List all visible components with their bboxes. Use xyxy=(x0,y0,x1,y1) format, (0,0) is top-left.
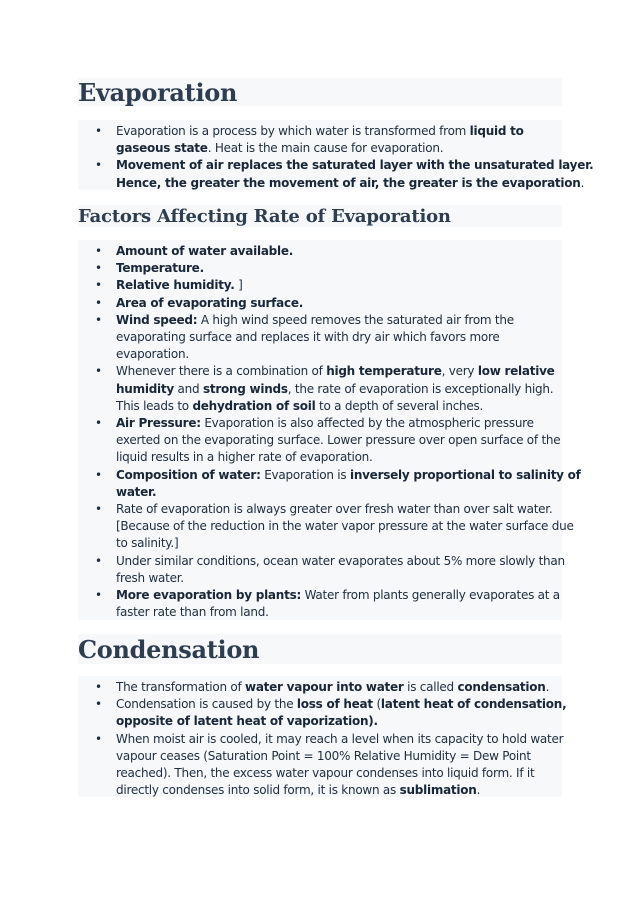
bullet-item xyxy=(95,696,565,730)
bullet-item xyxy=(95,415,565,467)
text-run: [Because of the reduction in the water vapor pressure at the water surface due xyxy=(116,519,574,534)
text-run: to salinity.] xyxy=(116,536,179,551)
text-line xyxy=(116,329,565,346)
text-line xyxy=(116,157,594,174)
text-run: Evaporation is a process by which water is transformed from xyxy=(116,124,470,138)
text-line xyxy=(116,363,565,380)
bullet-item xyxy=(95,295,565,312)
text-run: evaporation. xyxy=(116,347,189,362)
text-line xyxy=(116,484,565,501)
bold-text: inversely proportional to salinity of xyxy=(349,467,581,482)
bold-text: Amount of water available. xyxy=(116,244,294,258)
text-line xyxy=(116,260,565,277)
text-line xyxy=(116,604,565,621)
text-run: . xyxy=(580,175,585,190)
bullet-item xyxy=(95,157,594,191)
text-run: directly condenses into solid form, it is known as xyxy=(116,783,400,798)
bold-text: humidity xyxy=(116,381,174,396)
text-run: Whenever there is a combination of xyxy=(116,364,327,379)
bold-text: Movement of air replaces the saturated layer with the unsaturated layer. xyxy=(116,158,594,173)
bullet-item xyxy=(95,243,565,260)
bold-text: Air Pressure: xyxy=(116,416,201,431)
text-run: Evaporation is xyxy=(260,467,350,482)
text-run: Evaporation is also affected by the atmospheric pressure xyxy=(200,416,534,431)
text-line xyxy=(116,175,585,192)
bullet-item xyxy=(95,123,565,157)
text-run: faster rate than from land. xyxy=(116,605,269,620)
text-run: ( xyxy=(372,697,381,712)
text-line xyxy=(116,123,565,140)
text-run: to a depth of several inches. xyxy=(315,398,484,413)
text-run: . Heat is the main cause for evaporation. xyxy=(207,141,444,156)
text-line xyxy=(116,467,581,484)
text-line xyxy=(116,398,565,415)
bold-text: latent heat of condensation, xyxy=(380,697,567,712)
text-line xyxy=(116,765,565,782)
text-run: evaporating surface and replaces it with dry air which favors more xyxy=(116,330,500,345)
bullet-item xyxy=(95,731,565,800)
bullet-item xyxy=(95,363,565,415)
text-run: liquid results in a higher rate of evaporation. xyxy=(116,450,373,465)
bold-text: opposite of latent heat of vaporization). xyxy=(116,714,378,729)
bold-text: Relative humidity. xyxy=(116,278,235,293)
text-line xyxy=(116,535,565,552)
heading-evaporation: Evaporation xyxy=(78,78,238,107)
text-line xyxy=(116,731,565,748)
text-run: This leads to xyxy=(116,398,193,413)
text-line xyxy=(116,449,565,466)
bold-text: low relative xyxy=(477,364,555,379)
condensation-list xyxy=(95,679,565,799)
bold-text: water. xyxy=(116,484,157,499)
bold-text: loss of heat xyxy=(296,697,373,712)
bullet-item xyxy=(95,260,565,277)
bullet-item xyxy=(95,501,574,553)
text-run: is called xyxy=(403,680,458,694)
bold-text: sublimation xyxy=(399,783,477,798)
text-line xyxy=(116,243,565,260)
bold-text: dehydration of soil xyxy=(192,398,316,413)
text-line xyxy=(116,432,565,449)
heading-factors: Factors Affecting Rate of Evaporation xyxy=(78,206,451,227)
text-line xyxy=(116,140,565,157)
bold-text: Hence, the greater the movement of air, the greater is the evaporation xyxy=(116,175,581,190)
text-line xyxy=(116,679,565,696)
bullet-item xyxy=(95,553,565,587)
text-run: , the rate of evaporation is exceptionally high. xyxy=(287,381,554,396)
bold-text: More evaporation by plants: xyxy=(116,588,302,603)
text-run: . xyxy=(545,680,550,694)
text-run: exerted on the evaporating surface. Lower pressure over open surface of the xyxy=(116,433,561,448)
text-line xyxy=(116,587,565,604)
factors-list xyxy=(95,243,581,621)
bold-text: gaseous state xyxy=(116,141,208,156)
text-line xyxy=(116,381,565,398)
bullet-item xyxy=(95,277,565,294)
text-line xyxy=(116,415,565,432)
bold-text: condensation xyxy=(457,680,546,694)
text-run: A high wind speed removes the saturated air from the xyxy=(197,312,514,327)
text-line xyxy=(116,782,565,799)
text-line xyxy=(116,277,565,294)
text-run: vapour ceases (Saturation Point = 100% Relative Humidity = Dew Point xyxy=(116,748,531,763)
bold-text: strong winds xyxy=(202,381,288,396)
text-line xyxy=(116,295,565,312)
text-line xyxy=(116,346,565,363)
bold-text: high temperature xyxy=(326,364,442,379)
text-run: , very xyxy=(441,364,478,379)
text-run: Condensation is caused by the xyxy=(116,697,297,712)
bullet-item xyxy=(95,679,565,696)
text-run: fresh water. xyxy=(116,570,184,585)
text-line xyxy=(116,696,565,713)
text-line xyxy=(116,570,565,587)
bold-text: Wind speed: xyxy=(116,312,198,327)
text-line xyxy=(116,312,565,329)
heading-condensation: Condensation xyxy=(78,635,260,664)
bold-text: water vapour into water xyxy=(245,680,404,694)
text-run: reached). Then, the excess water vapour condenses into liquid form. If it xyxy=(116,766,535,781)
text-run: . xyxy=(476,783,481,798)
evaporation-list xyxy=(95,123,594,192)
text-run: and xyxy=(173,381,203,396)
text-run: The transformation of xyxy=(116,680,245,694)
bold-text: Composition of water: xyxy=(116,467,261,482)
text-run: Under similar conditions, ocean water evaporates about 5% more slowly than xyxy=(116,553,565,568)
bold-text: liquid to xyxy=(469,124,524,138)
text-run: Water from plants generally evaporates at a xyxy=(301,588,560,603)
bullet-item xyxy=(95,312,565,364)
text-line xyxy=(116,501,565,518)
text-line xyxy=(116,713,565,730)
bold-text: Area of evaporating surface. xyxy=(116,295,304,310)
text-line xyxy=(116,518,574,535)
text-run: When moist air is cooled, it may reach a level when its capacity to hold water xyxy=(116,731,564,746)
text-line xyxy=(116,748,565,765)
text-run: ] xyxy=(234,278,243,293)
bold-text: Temperature. xyxy=(116,261,204,276)
text-run: Rate of evaporation is always greater over fresh water than over salt water. xyxy=(116,502,553,517)
bullet-item xyxy=(95,587,565,621)
text-line xyxy=(116,553,565,570)
bullet-item xyxy=(95,467,581,501)
